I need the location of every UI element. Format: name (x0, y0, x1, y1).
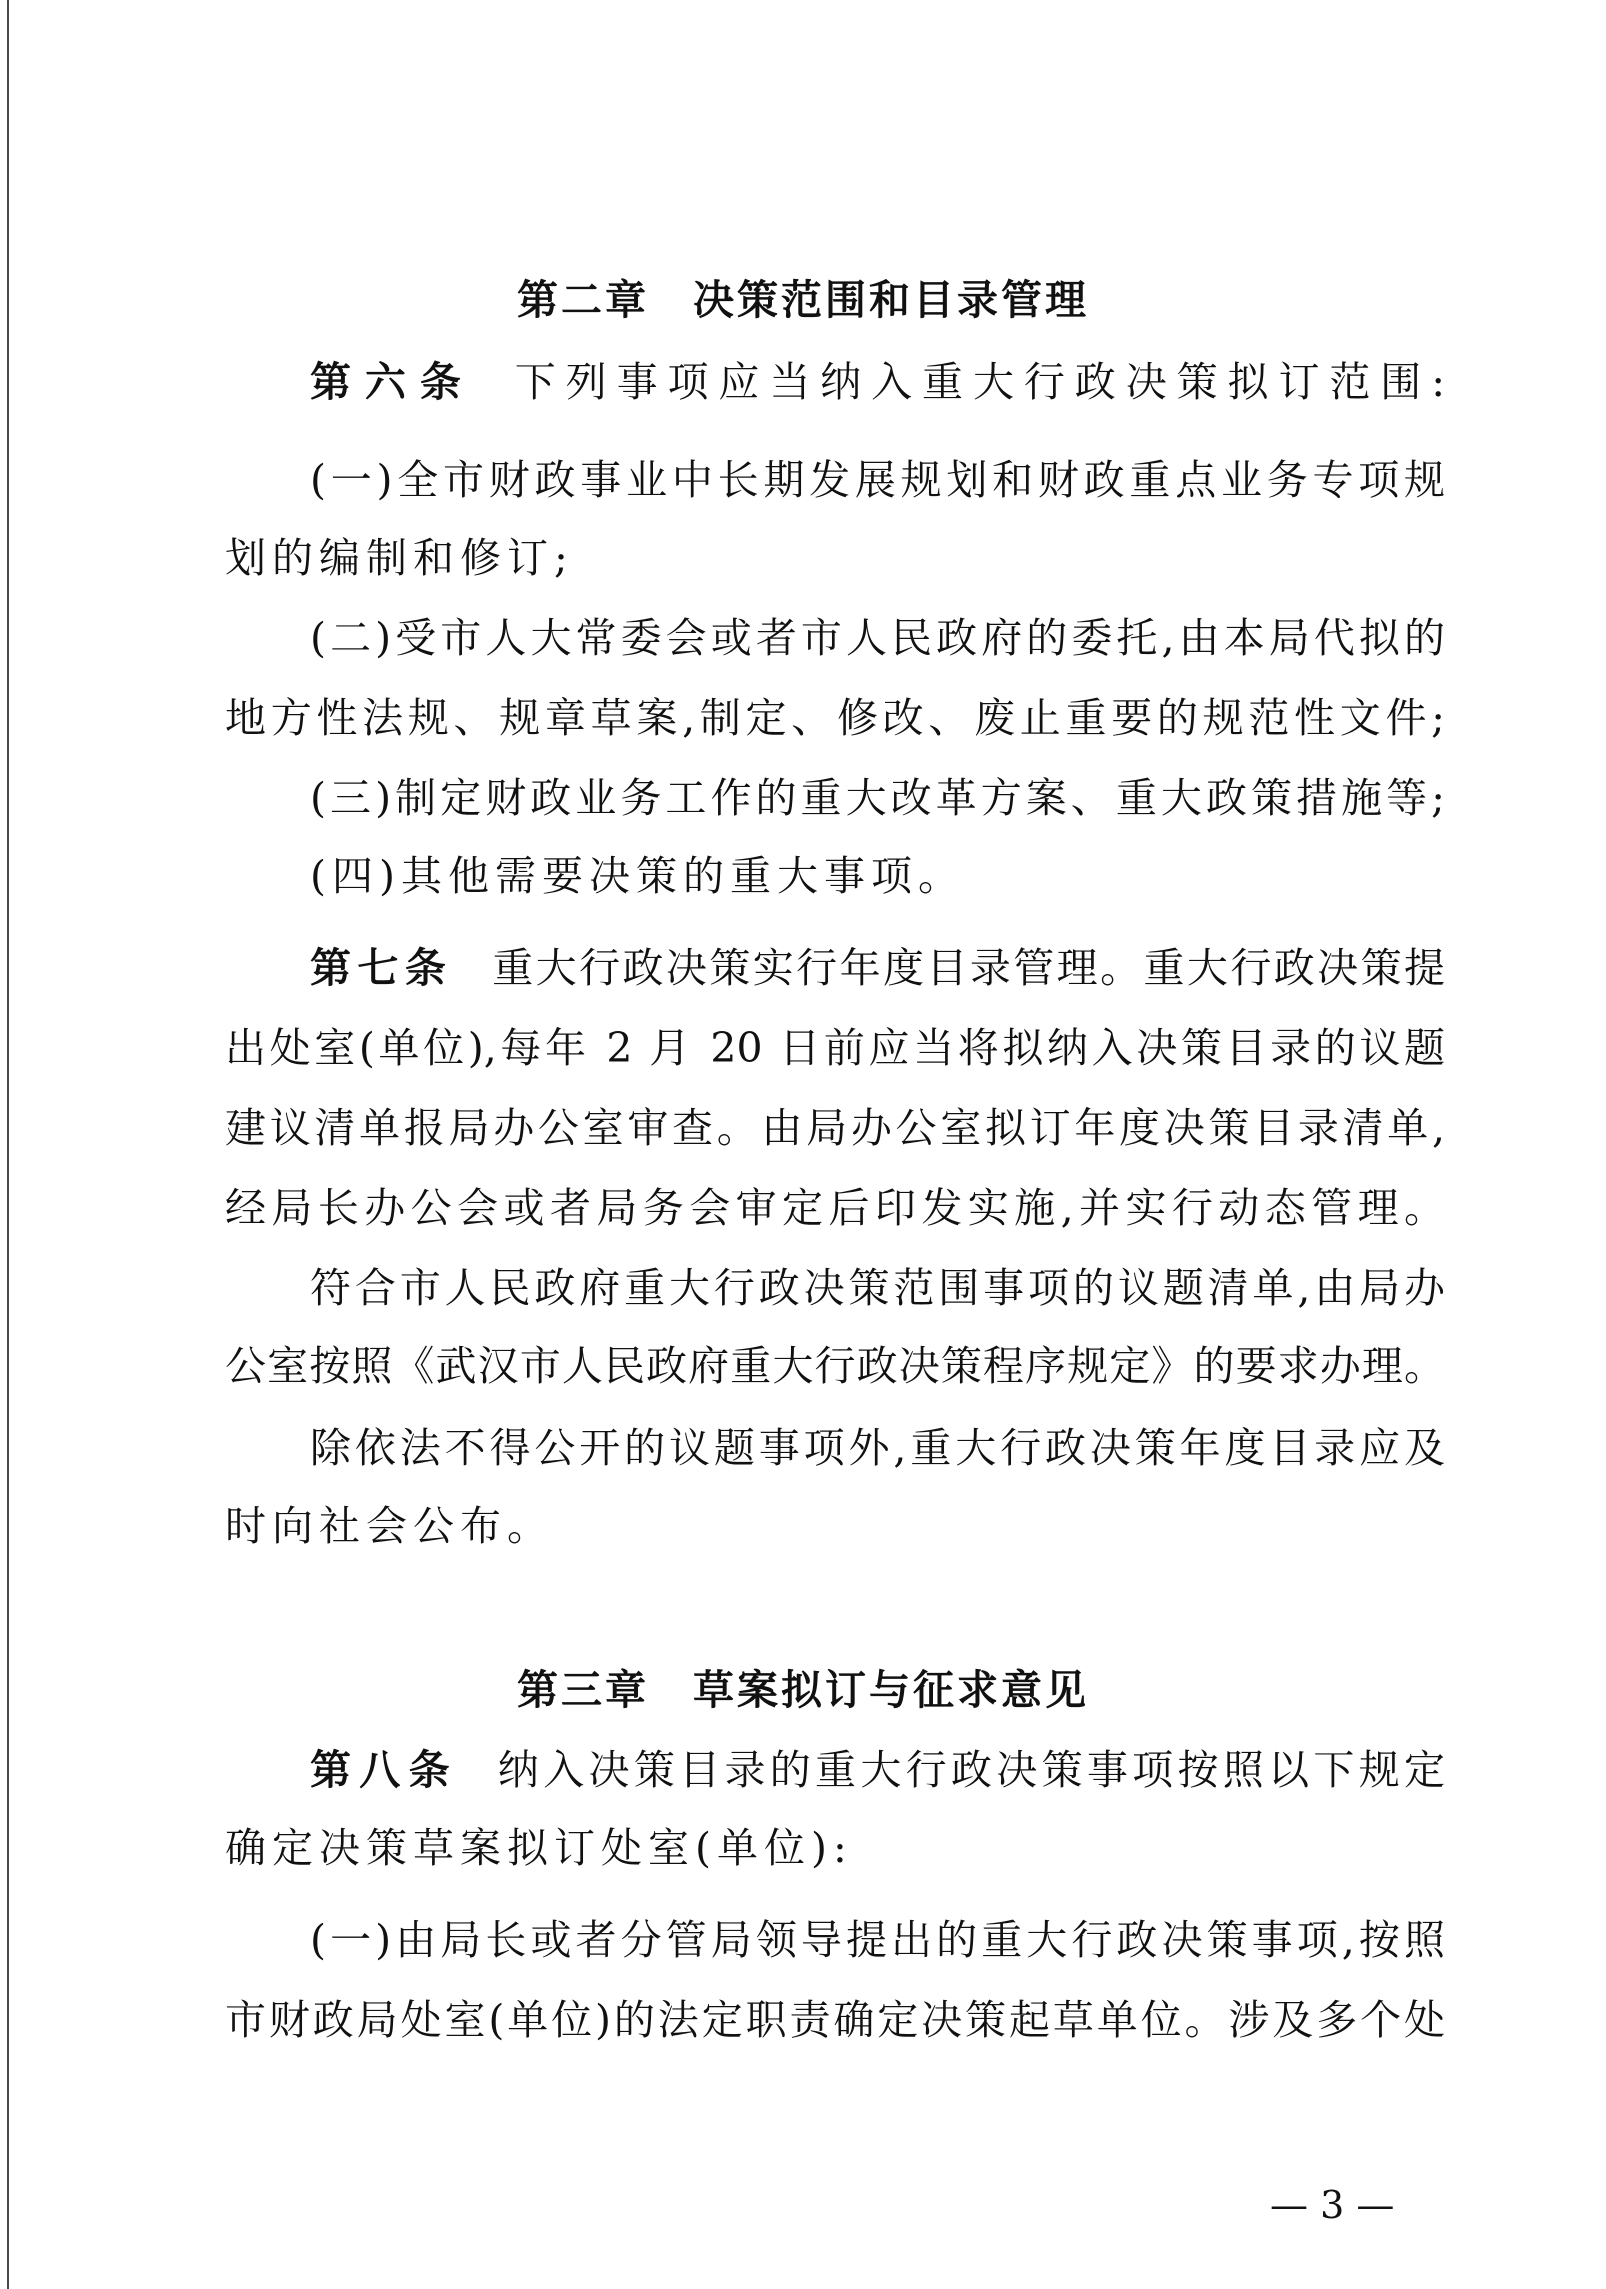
article-six-line-5: 地方性法规、规章草案,制定、修改、废止重要的规范性文件; (225, 694, 1445, 742)
article-seven-line-2: 出处室(单位),每年 2 月 20 日前应当将拟纳入决策目录的议题 (225, 1024, 1445, 1072)
article-eight-line-3: (一)由局长或者分管局领导提出的重大行政决策事项,按照 (310, 1916, 1445, 1964)
article-seven-line-4: 经局长办公会或者局务会审定后印发实施,并实行动态管理。 (225, 1184, 1445, 1232)
page-number: — 3 — (1270, 2183, 1395, 2227)
article-seven-line-3: 建议清单报局办公室审查。由局办公室拟订年度决策目录清单, (225, 1104, 1445, 1152)
article-six-line-3: 划的编制和修订; (225, 534, 574, 582)
article-seven-line-1 (310, 940, 1445, 996)
article-six-line-4: (二)受市人大常委会或者市人民政府的委托,由本局代拟的 (310, 614, 1445, 662)
article-eight-label: 第八条 (310, 1746, 458, 1794)
article-six-line-2: (一)全市财政事业中长期发展规划和财政重点业务专项规 (310, 456, 1445, 504)
article-seven-line-6: 公室按照《武汉市人民政府重大行政决策程序规定》的要求办理。 (225, 1342, 1445, 1390)
article-seven-line-7: 除依法不得公开的议题事项外,重大行政决策年度目录应及 (310, 1424, 1445, 1472)
article-seven-text: 重大行政决策实行年度目录管理。重大行政决策提 (492, 944, 1445, 992)
article-eight-line-4: 市财政局处室(单位)的法定职责确定决策起草单位。涉及多个处 (225, 1996, 1445, 2044)
article-seven-label: 第七条 (310, 944, 453, 992)
article-eight-line-1 (310, 1742, 1445, 1798)
chapter-two-title: 第二章 决策范围和目录管理 (517, 276, 1089, 324)
article-six-line-7: (四)其他需要决策的重大事项。 (310, 852, 965, 900)
article-six-label: 第六条 (310, 358, 475, 406)
article-eight-text: 纳入决策目录的重大行政决策事项按照以下规定 (497, 1746, 1446, 1794)
article-six-text: 下列事项应当纳入重大行政决策拟订范围: (514, 358, 1446, 406)
article-eight-line-2: 确定决策草案拟订处室(单位): (225, 1824, 853, 1872)
chapter-three-title: 第三章 草案拟订与征求意见 (517, 1666, 1089, 1714)
scan-edge-line (7, 0, 9, 2289)
article-seven-line-5: 符合市人民政府重大行政决策范围事项的议题清单,由局办 (310, 1264, 1445, 1312)
article-seven-line-8: 时向社会公布。 (225, 1502, 554, 1550)
article-six-line-1 (310, 354, 1445, 410)
article-six-line-6: (三)制定财政业务工作的重大改革方案、重大政策措施等; (310, 774, 1445, 822)
